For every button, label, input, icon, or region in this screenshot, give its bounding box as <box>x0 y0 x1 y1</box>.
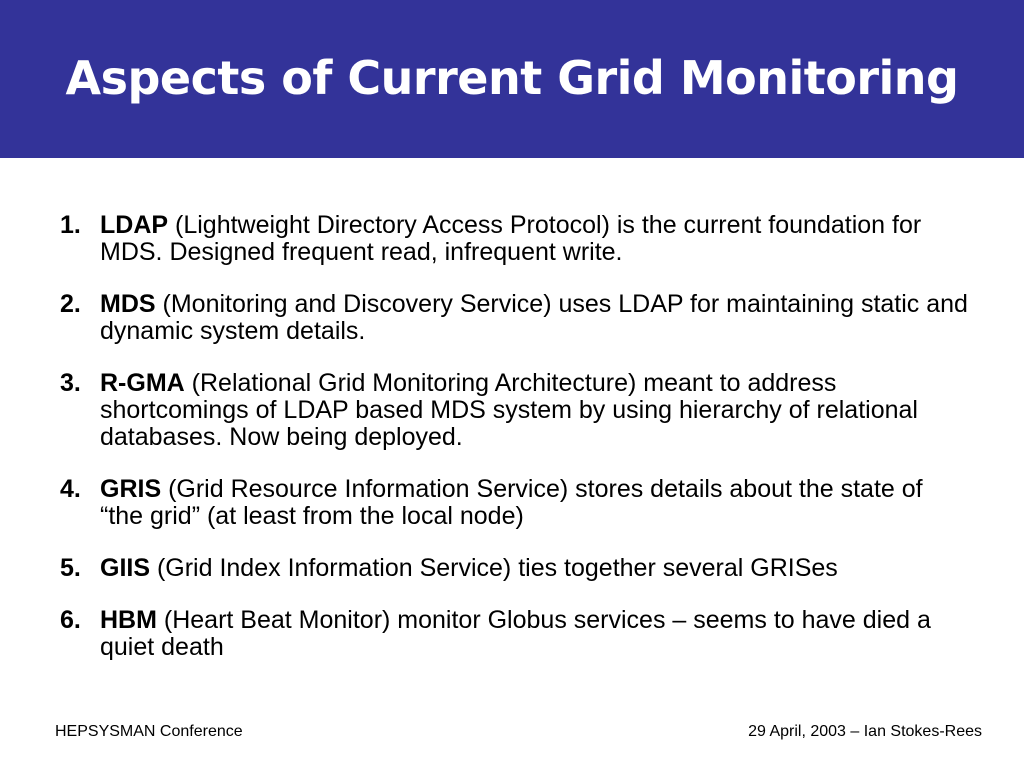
item-number: 1. <box>60 211 81 239</box>
item-text <box>100 607 972 661</box>
slide-title: Aspects of Current Grid Monitoring <box>65 51 959 105</box>
item-text <box>100 476 972 530</box>
item-number: 2. <box>60 290 81 318</box>
numbered-list <box>60 212 972 661</box>
item-description: (Lightweight Directory Access Protocol) is the current foundation for MDS. Designed frequent read, infrequent write. <box>100 211 922 266</box>
list-item <box>60 476 972 530</box>
item-description: (Relational Grid Monitoring Architecture) meant to address shortcomings of LDAP based MDS system by using hierarchy of relational databases. Now being deployed. <box>100 369 918 451</box>
item-term: R-GMA <box>100 369 185 397</box>
item-description: (Heart Beat Monitor) monitor Globus services – seems to have died a quiet death <box>100 606 931 661</box>
footer-date-author: 29 April, 2003 – Ian Stokes-Rees <box>748 723 982 740</box>
item-text <box>100 370 972 451</box>
list-item <box>60 555 972 582</box>
item-text <box>100 212 972 266</box>
item-description: (Monitoring and Discovery Service) uses LDAP for maintaining static and dynamic system details. <box>100 290 968 345</box>
item-number: 5. <box>60 554 81 582</box>
item-number: 3. <box>60 369 81 397</box>
item-term: LDAP <box>100 211 169 239</box>
item-term: MDS <box>100 290 156 318</box>
item-term: GRIS <box>100 475 162 503</box>
item-text <box>100 555 972 582</box>
list-item <box>60 291 972 345</box>
item-number: 4. <box>60 475 81 503</box>
item-number: 6. <box>60 606 81 634</box>
item-description: (Grid Index Information Service) ties together several GRISes <box>150 554 838 582</box>
list-item <box>60 607 972 661</box>
item-term: HBM <box>100 606 157 634</box>
list-item <box>60 212 972 266</box>
title-bar <box>0 0 1024 158</box>
item-term: GIIS <box>100 554 151 582</box>
list-item <box>60 370 972 451</box>
footer-conference: HEPSYSMAN Conference <box>55 723 243 740</box>
item-description: (Grid Resource Information Service) stores details about the state of “the grid” (at least from the local node) <box>100 475 923 530</box>
item-text <box>100 291 972 345</box>
